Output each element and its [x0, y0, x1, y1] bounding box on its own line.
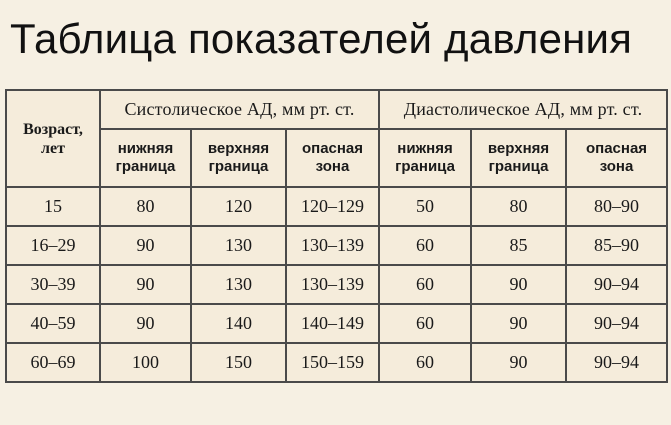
age-column-header	[6, 90, 100, 187]
systolic-upper-cell: 150	[191, 343, 286, 382]
age-cell: 15	[6, 187, 100, 226]
systolic-lower-cell: 90	[100, 226, 191, 265]
sub-header-line1: нижняя	[117, 140, 174, 157]
sub-header-line1: нижняя	[397, 140, 453, 157]
sub-header-line2: граница	[115, 158, 176, 175]
diastolic-danger-cell: 80–90	[566, 187, 667, 226]
diastolic-group-header: Диастолическое АД, мм рт. ст.	[379, 90, 667, 129]
diastolic-upper-bound-header	[471, 129, 566, 187]
systolic-danger-cell: 130–139	[286, 265, 379, 304]
diastolic-upper-cell: 80	[471, 187, 566, 226]
group-header-row	[6, 90, 667, 129]
age-cell: 16–29	[6, 226, 100, 265]
diastolic-lower-bound-header	[379, 129, 471, 187]
table-row	[6, 343, 667, 382]
systolic-upper-cell: 120	[191, 187, 286, 226]
diastolic-danger-cell: 90–94	[566, 265, 667, 304]
age-cell: 30–39	[6, 265, 100, 304]
page-title: Таблица показателей давления	[10, 15, 633, 62]
systolic-danger-zone-header	[286, 129, 379, 187]
systolic-danger-cell: 130–139	[286, 226, 379, 265]
diastolic-upper-cell: 90	[471, 304, 566, 343]
sub-header-line1: опасная	[585, 140, 648, 157]
systolic-upper-cell: 130	[191, 226, 286, 265]
systolic-group-header: Систолическое АД, мм рт. ст.	[100, 90, 379, 129]
table-row	[6, 265, 667, 304]
pressure-table-container	[5, 89, 666, 383]
table-row	[6, 304, 667, 343]
table-row	[6, 226, 667, 265]
sub-header-line1: верхняя	[487, 140, 550, 157]
age-cell: 60–69	[6, 343, 100, 382]
diastolic-lower-cell: 50	[379, 187, 471, 226]
diastolic-upper-cell: 90	[471, 265, 566, 304]
age-header-line1: Возраст,	[23, 120, 83, 138]
diastolic-lower-cell: 60	[379, 265, 471, 304]
sub-header-line2: граница	[488, 158, 549, 175]
age-cell: 40–59	[6, 304, 100, 343]
systolic-upper-cell: 130	[191, 265, 286, 304]
age-header-line2: лет	[41, 139, 65, 157]
systolic-upper-cell: 140	[191, 304, 286, 343]
systolic-lower-bound-header	[100, 129, 191, 187]
systolic-upper-bound-header	[191, 129, 286, 187]
sub-header-line1: верхняя	[207, 140, 270, 157]
diastolic-upper-cell: 90	[471, 343, 566, 382]
diastolic-lower-cell: 60	[379, 304, 471, 343]
diastolic-danger-cell: 90–94	[566, 304, 667, 343]
systolic-lower-cell: 90	[100, 265, 191, 304]
diastolic-danger-zone-header	[566, 129, 667, 187]
diastolic-lower-cell: 60	[379, 343, 471, 382]
sub-header-line2: зона	[315, 158, 350, 175]
sub-header-line2: зона	[599, 158, 634, 175]
systolic-danger-cell: 150–159	[286, 343, 379, 382]
diastolic-upper-cell: 85	[471, 226, 566, 265]
systolic-danger-cell: 120–129	[286, 187, 379, 226]
table-row	[6, 187, 667, 226]
sub-header-row	[6, 129, 667, 187]
diastolic-danger-cell: 85–90	[566, 226, 667, 265]
systolic-danger-cell: 140–149	[286, 304, 379, 343]
sub-header-line2: граница	[208, 158, 269, 175]
sub-header-line1: опасная	[301, 140, 364, 157]
sub-header-line2: граница	[395, 158, 455, 175]
diastolic-lower-cell: 60	[379, 226, 471, 265]
pressure-table	[5, 89, 668, 383]
diastolic-danger-cell: 90–94	[566, 343, 667, 382]
systolic-lower-cell: 80	[100, 187, 191, 226]
systolic-lower-cell: 90	[100, 304, 191, 343]
systolic-lower-cell: 100	[100, 343, 191, 382]
